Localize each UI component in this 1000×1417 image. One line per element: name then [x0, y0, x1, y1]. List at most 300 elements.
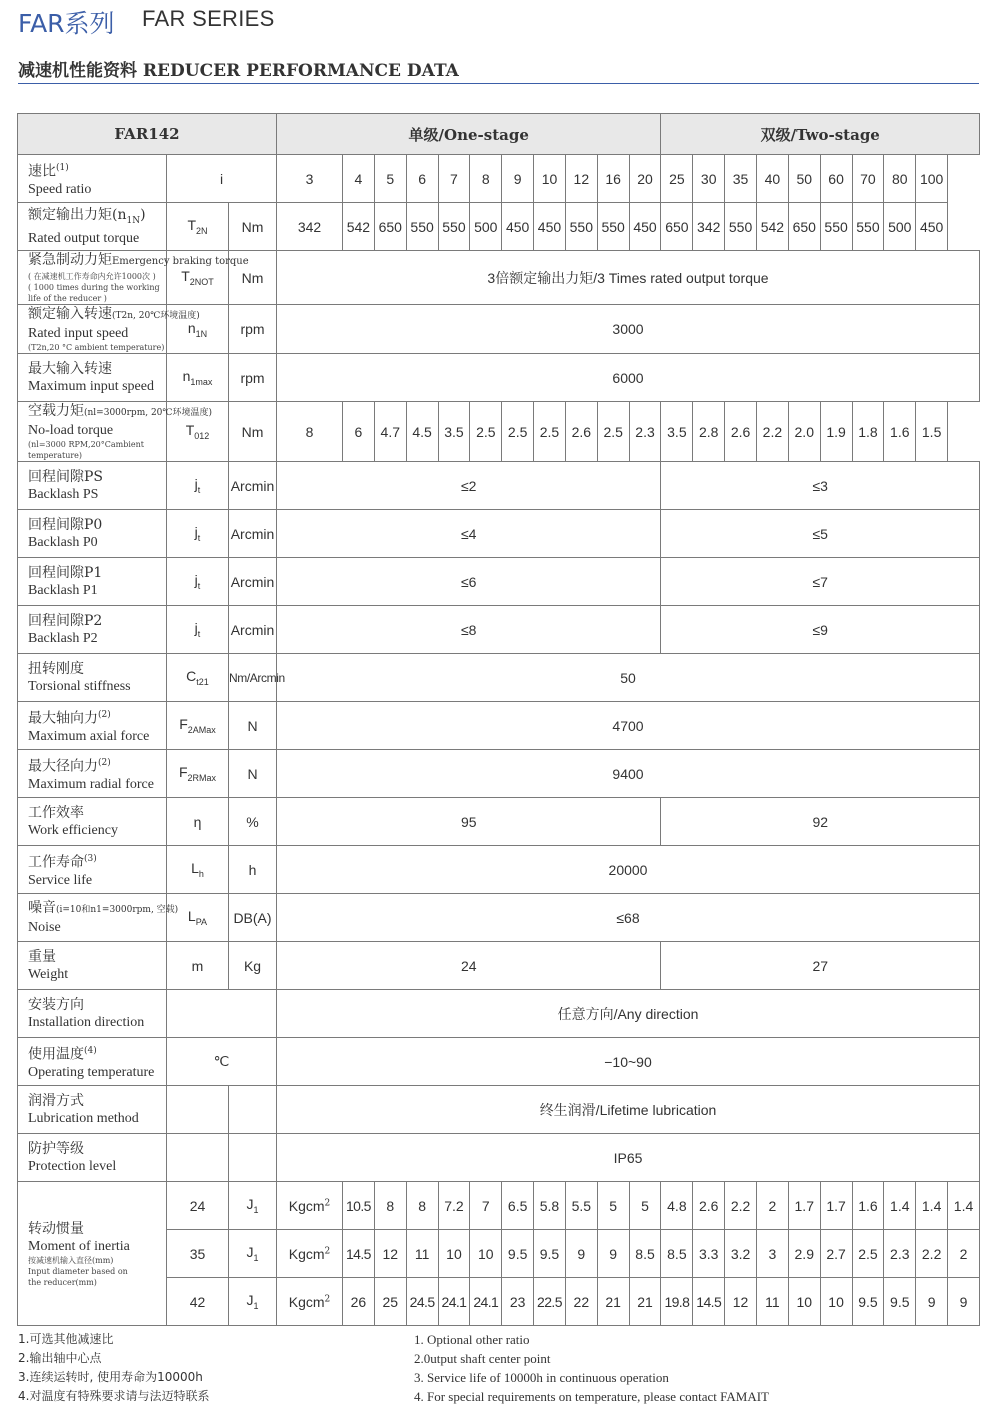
value-cell: 1.6 — [884, 402, 916, 462]
value-cell: 550 — [597, 203, 629, 251]
value-cell: 2.9 — [788, 1230, 820, 1278]
param-label — [18, 354, 167, 402]
param-name-cn: 重量 — [28, 949, 56, 965]
param-note: the reducer(mm) — [28, 1277, 97, 1287]
value-cell: 25 — [374, 1278, 406, 1326]
empty-cell — [229, 1134, 277, 1182]
value-cell: 8 — [470, 155, 502, 203]
value-cell: 550 — [406, 203, 438, 251]
value-cell: 450 — [502, 203, 534, 251]
performance-table — [17, 113, 980, 1326]
value-cell: 12 — [725, 1278, 757, 1326]
header-divider — [18, 83, 979, 84]
footnote: 1.可选其他减速比 — [18, 1332, 114, 1346]
param-name-cn: 额定输出力矩$(n_{1N})$ — [28, 207, 146, 226]
param-name-en: Torsional stiffness — [28, 679, 131, 694]
value-cell: 3.2 — [725, 1230, 757, 1278]
symbol: i — [167, 155, 277, 203]
table-row — [18, 750, 980, 798]
value-cell: 4700 — [277, 702, 980, 750]
value-cell: 550 — [820, 203, 852, 251]
param-label — [18, 1086, 167, 1134]
param-name-cn: 转动惯量 — [28, 1220, 84, 1237]
value-cell: 20000 — [277, 846, 980, 894]
value-cell: 22.5 — [534, 1278, 566, 1326]
param-label — [18, 894, 179, 942]
value-cell: 4.8 — [661, 1182, 693, 1230]
input-diameter: 24 — [167, 1182, 229, 1230]
value-cell: 7 — [438, 155, 470, 203]
param-name-cn: 安装方向 — [28, 997, 84, 1013]
unit: DB(A) — [229, 894, 277, 942]
value-cell: 8.5 — [661, 1230, 693, 1278]
value-cell: 1.6 — [852, 1182, 884, 1230]
unit: ℃ — [167, 1038, 277, 1086]
value-cell: 2 — [756, 1182, 788, 1230]
param-label — [18, 798, 167, 846]
value-cell: ≤2 — [277, 462, 661, 510]
param-name-cn: 工作效率 — [28, 805, 84, 821]
param-name-cn: 噪音(i=10和n1=3000rpm, 空载) — [28, 900, 179, 916]
value-cell: 2.0 — [788, 402, 820, 462]
param-label — [18, 990, 167, 1038]
value-cell: ≤5 — [661, 510, 980, 558]
value-cell: 1.8 — [852, 402, 884, 462]
param-note: 按减速机输入直径(mm) — [28, 1255, 114, 1265]
value-cell: 26 — [343, 1278, 375, 1326]
value-cell: 450 — [916, 203, 948, 251]
model-name: FAR142 — [18, 114, 277, 155]
value-cell: 5 — [374, 155, 406, 203]
value-cell: 500 — [884, 203, 916, 251]
param-name-cn: 回程间隙PS — [28, 469, 104, 485]
param-label — [18, 203, 167, 251]
table-row — [18, 798, 980, 846]
unit: Kgcm$^2$ — [277, 1182, 343, 1230]
value-cell: 1.4 — [916, 1182, 948, 1230]
param-name-en: Rated output torque — [28, 230, 140, 246]
param-name-en: Lubrication method — [28, 1111, 139, 1126]
symbol: $j_t$ — [167, 510, 229, 558]
table-row — [18, 155, 980, 203]
symbol: $J_1$ — [229, 1230, 277, 1278]
value-cell: 21 — [629, 1278, 661, 1326]
param-name-en: Maximum radial force — [28, 776, 154, 792]
value-cell: ≤4 — [277, 510, 661, 558]
value-cell: 24 — [277, 942, 661, 990]
value-cell: 3000 — [277, 305, 980, 354]
param-label — [18, 1134, 167, 1182]
unit: rpm — [229, 305, 277, 354]
param-name-cn: 回程间隙P0 — [28, 517, 103, 533]
value-cell: 3 — [756, 1230, 788, 1278]
symbol: $L_h$ — [167, 846, 229, 894]
unit: Nm — [229, 402, 277, 462]
value-cell: ≤68 — [277, 894, 980, 942]
param-name-en: Work efficiency — [28, 823, 118, 838]
value-cell: 9.5 — [534, 1230, 566, 1278]
value-cell: 4.7 — [374, 402, 406, 462]
param-name-cn: 工作寿命$^{(3)}$ — [28, 854, 97, 871]
value-cell: ≤9 — [661, 606, 980, 654]
stage-one-header: 单级/One-stage — [277, 114, 661, 155]
footnote: 2.输出轴中心点 — [18, 1351, 102, 1365]
value-cell: 2.5 — [597, 402, 629, 462]
value-cell: 2.7 — [820, 1230, 852, 1278]
unit: Kgcm$^2$ — [277, 1230, 343, 1278]
value-cell: 10 — [788, 1278, 820, 1326]
param-name-en: Protection level — [28, 1159, 117, 1174]
input-diameter: 35 — [167, 1230, 229, 1278]
table-row — [18, 251, 980, 305]
value-cell: 19.8 — [661, 1278, 693, 1326]
value-cell: 2.6 — [725, 402, 757, 462]
value-cell: 6000 — [277, 354, 980, 402]
param-label — [18, 942, 167, 990]
value-cell: 3.5 — [661, 402, 693, 462]
table-row — [18, 606, 980, 654]
value-cell: 2.3 — [629, 402, 661, 462]
value-cell: 450 — [534, 203, 566, 251]
value-cell: 10 — [470, 1230, 502, 1278]
value-cell: IP65 — [277, 1134, 980, 1182]
value-cell: 2 — [948, 1230, 980, 1278]
symbol: $j_t$ — [167, 558, 229, 606]
footnote: 3. Service life of 10000h in continuous operation — [414, 1370, 669, 1385]
param-name-cn: 紧急制动力矩Emergency braking torque — [28, 252, 249, 268]
value-cell: 542 — [343, 203, 375, 251]
value-cell: 14.5 — [343, 1230, 375, 1278]
symbol: $J_1$ — [229, 1182, 277, 1230]
param-name-cn: 回程间隙P1 — [28, 565, 103, 581]
footnote: 4.对温度有特殊要求请与法迈特联系 — [18, 1389, 210, 1403]
value-cell: 2.5 — [534, 402, 566, 462]
footnote: 4. For special requirements on temperature, please contact FAMAIT — [414, 1389, 769, 1404]
unit: Nm/Arcmin — [229, 654, 277, 702]
empty-cell — [167, 1086, 229, 1134]
param-name-en: Backlash PS — [28, 487, 99, 502]
value-cell: 5 — [597, 1182, 629, 1230]
value-cell: 2.6 — [693, 1182, 725, 1230]
value-cell: 10 — [820, 1278, 852, 1326]
param-label — [18, 702, 167, 750]
param-label — [18, 1182, 167, 1326]
unit: Kgcm$^2$ — [277, 1278, 343, 1326]
value-cell: 2.2 — [725, 1182, 757, 1230]
table-row — [18, 1086, 980, 1134]
value-cell: 50 — [277, 654, 980, 702]
value-cell: 16 — [597, 155, 629, 203]
unit: Arcmin — [229, 558, 277, 606]
param-label — [18, 1038, 167, 1086]
unit: Nm — [229, 203, 277, 251]
empty-cell — [167, 1134, 229, 1182]
value-cell: 1.9 — [820, 402, 852, 462]
value-cell: 7.2 — [438, 1182, 470, 1230]
value-cell: 650 — [788, 203, 820, 251]
value-cell: 11 — [406, 1230, 438, 1278]
footnote: 3.连续运转时, 使用寿命为10000h — [18, 1370, 203, 1384]
value-cell: 2.2 — [756, 402, 788, 462]
value-cell: 550 — [565, 203, 597, 251]
value-cell: 2.2 — [916, 1230, 948, 1278]
symbol: $J_1$ — [229, 1278, 277, 1326]
param-name-en: Service life — [28, 872, 93, 888]
value-cell: 60 — [820, 155, 852, 203]
param-note: ( 1000 times during the working life of the reducer ) — [28, 283, 160, 303]
table-row — [18, 894, 980, 942]
value-cell: 14.5 — [693, 1278, 725, 1326]
value-cell: 650 — [374, 203, 406, 251]
table-row — [18, 1182, 980, 1230]
value-cell: ≤8 — [277, 606, 661, 654]
value-cell: 11 — [756, 1278, 788, 1326]
param-name-en: Installation direction — [28, 1015, 145, 1030]
value-cell: 550 — [438, 203, 470, 251]
value-cell: 25 — [661, 155, 693, 203]
symbol: $F_{2RMax}$ — [167, 750, 229, 798]
symbol: $F_{2AMax}$ — [167, 702, 229, 750]
value-cell: 35 — [725, 155, 757, 203]
value-cell: 80 — [884, 155, 916, 203]
table-row — [18, 654, 980, 702]
table-row — [18, 942, 980, 990]
value-cell: 542 — [756, 203, 788, 251]
table-row — [18, 990, 980, 1038]
table-row — [18, 354, 980, 402]
param-name-cn: 空载力矩(nl=3000rpm, 20℃环境温度) — [28, 403, 212, 419]
value-cell: 342 — [693, 203, 725, 251]
symbol: $T_{012}$ — [167, 402, 229, 462]
param-name-en: Backlash P0 — [28, 535, 98, 550]
value-cell: 550 — [725, 203, 757, 251]
value-cell: 8 — [374, 1182, 406, 1230]
value-cell: 8 — [277, 402, 343, 462]
value-cell: 7 — [470, 1182, 502, 1230]
param-name-en: Moment of inertia — [28, 1238, 130, 1254]
value-cell: 8.5 — [629, 1230, 661, 1278]
param-name-en: No-load torque — [28, 423, 114, 438]
param-name-cn: 回程间隙P2 — [28, 613, 103, 629]
table-row — [18, 462, 980, 510]
value-cell: 30 — [693, 155, 725, 203]
value-cell: 9 — [565, 1230, 597, 1278]
value-cell: 9 — [597, 1230, 629, 1278]
symbol: $n_{1N}$ — [167, 305, 229, 354]
value-cell: 6 — [406, 155, 438, 203]
unit: Nm — [229, 251, 277, 305]
value-cell: 650 — [661, 203, 693, 251]
symbol: $L_{PA}$ — [167, 894, 229, 942]
param-name-en: Maximum input speed — [28, 379, 154, 394]
value-cell: 9400 — [277, 750, 980, 798]
param-name-cn: 速比$^{(1)}$ — [28, 163, 69, 180]
footnotes-en — [414, 1330, 769, 1406]
value-cell: 3 — [277, 155, 343, 203]
symbol: $C_{t21}$ — [167, 654, 229, 702]
param-label — [18, 846, 167, 894]
table-row — [18, 1134, 980, 1182]
value-cell: 终生润滑/Lifetime lubrication — [277, 1086, 980, 1134]
param-label — [18, 750, 167, 798]
table-row — [18, 846, 980, 894]
param-name-en: Weight — [28, 967, 69, 982]
value-cell: 1.7 — [820, 1182, 852, 1230]
value-cell: 6.5 — [502, 1182, 534, 1230]
param-name-cn: 扭转刚度 — [28, 661, 84, 677]
value-cell: 9 — [502, 155, 534, 203]
value-cell: 5.8 — [534, 1182, 566, 1230]
series-title-cn: FAR系列 — [18, 9, 115, 38]
value-cell: 100 — [916, 155, 948, 203]
value-cell: 10 — [438, 1230, 470, 1278]
param-name-en: Backlash P2 — [28, 631, 98, 646]
unit: N — [229, 750, 277, 798]
symbol: $j_t$ — [167, 462, 229, 510]
footnote: 2.0utput shaft center point — [414, 1351, 551, 1366]
unit: h — [229, 846, 277, 894]
value-cell: 9.5 — [852, 1278, 884, 1326]
value-cell: 27 — [661, 942, 980, 990]
param-name-cn: 最大输入转速 — [28, 361, 112, 377]
param-name-en: Backlash P1 — [28, 583, 98, 598]
value-cell: 3.5 — [438, 402, 470, 462]
value-cell: 1.7 — [788, 1182, 820, 1230]
value-cell: 2.3 — [884, 1230, 916, 1278]
value-cell: 550 — [852, 203, 884, 251]
value-cell: 500 — [470, 203, 502, 251]
unit: Kg — [229, 942, 277, 990]
table-row — [18, 702, 980, 750]
value-cell: 1.4 — [884, 1182, 916, 1230]
symbol: $j_t$ — [167, 606, 229, 654]
value-cell: ≤6 — [277, 558, 661, 606]
value-cell: 2.8 — [693, 402, 725, 462]
value-cell: 任意方向/Any direction — [277, 990, 980, 1038]
param-name-cn: 额定输入转速(T2n, 20℃环境温度) — [28, 306, 200, 322]
symbol: $T_{2N}$ — [167, 203, 229, 251]
table-row — [18, 1038, 980, 1086]
param-name-cn: 防护等级 — [28, 1141, 84, 1157]
unit: Arcmin — [229, 510, 277, 558]
value-cell: 22 — [565, 1278, 597, 1326]
table-row — [18, 203, 980, 251]
value-cell: 21 — [597, 1278, 629, 1326]
value-cell: 9.5 — [502, 1230, 534, 1278]
symbol: η — [167, 798, 229, 846]
value-cell: 3.3 — [693, 1230, 725, 1278]
value-cell: 24.1 — [470, 1278, 502, 1326]
empty-cell — [229, 1086, 277, 1134]
value-cell: 40 — [756, 155, 788, 203]
footnote: 1. Optional other ratio — [414, 1332, 530, 1347]
value-cell: 9.5 — [884, 1278, 916, 1326]
table-row — [18, 558, 980, 606]
footnotes-cn — [18, 1330, 209, 1406]
table-row — [18, 510, 980, 558]
param-label — [18, 462, 167, 510]
value-cell: 5.5 — [565, 1182, 597, 1230]
value-cell: 5 — [629, 1182, 661, 1230]
param-note: (T2n,20 °C ambient temperature) — [28, 343, 165, 352]
param-name-en: Noise — [28, 920, 61, 935]
param-name-cn: 使用温度$^{(4)}$ — [28, 1046, 97, 1063]
value-cell: 6 — [343, 402, 375, 462]
table-row — [18, 305, 980, 354]
param-note: (nl=3000 RPM,20°Cambient temperature) — [28, 440, 145, 460]
table-header-row — [18, 114, 980, 155]
value-cell: 342 — [277, 203, 343, 251]
value-cell: 70 — [852, 155, 884, 203]
series-title-en: FAR SERIES — [142, 6, 275, 31]
unit: Arcmin — [229, 462, 277, 510]
value-cell: 1.4 — [948, 1182, 980, 1230]
unit: rpm — [229, 354, 277, 402]
value-cell: 2.5 — [852, 1230, 884, 1278]
value-cell: 50 — [788, 155, 820, 203]
value-cell: 4 — [343, 155, 375, 203]
value-cell: 12 — [565, 155, 597, 203]
symbol: $n_{1max}$ — [167, 354, 229, 402]
value-cell: 24.5 — [406, 1278, 438, 1326]
table-row — [18, 402, 980, 462]
value-cell: 2.5 — [502, 402, 534, 462]
stage-two-header: 双级/Two-stage — [661, 114, 980, 155]
param-name-en: Operating temperature — [28, 1064, 155, 1080]
unit: % — [229, 798, 277, 846]
param-note: ( 在减速机工作寿命内允许1000次 ) — [28, 272, 156, 281]
value-cell: 2.6 — [565, 402, 597, 462]
param-label — [18, 654, 167, 702]
input-diameter: 42 — [167, 1278, 229, 1326]
empty-cell — [167, 990, 277, 1038]
value-cell: 9 — [948, 1278, 980, 1326]
value-cell: −10~90 — [277, 1038, 980, 1086]
param-name-en: Rated input speed — [28, 326, 129, 341]
value-cell: 20 — [629, 155, 661, 203]
value-cell: 9 — [916, 1278, 948, 1326]
value-cell: 1.5 — [916, 402, 948, 462]
param-note: Input diameter based on — [28, 1266, 128, 1276]
value-cell: 92 — [661, 798, 980, 846]
value-cell: 4.5 — [406, 402, 438, 462]
param-name-en: Maximum axial force — [28, 728, 150, 744]
value-cell: 23 — [502, 1278, 534, 1326]
unit: N — [229, 702, 277, 750]
value-cell: 95 — [277, 798, 661, 846]
param-label — [18, 558, 167, 606]
symbol: m — [167, 942, 229, 990]
param-label — [18, 155, 167, 203]
value-cell: 10.5 — [343, 1182, 375, 1230]
param-label — [18, 606, 167, 654]
param-name-cn: 润滑方式 — [28, 1093, 84, 1109]
param-name-cn: 最大轴向力$^{(2)}$ — [28, 710, 111, 727]
value-cell: ≤7 — [661, 558, 980, 606]
value-cell: 8 — [406, 1182, 438, 1230]
symbol: $T_{2NOT}$ — [167, 251, 229, 305]
value-cell: ≤3 — [661, 462, 980, 510]
value-cell: 2.5 — [470, 402, 502, 462]
page-subtitle: 减速机性能资料 REDUCER PERFORMANCE DATA — [18, 61, 459, 81]
param-name-cn: 最大径向力$^{(2)}$ — [28, 758, 111, 775]
value-cell: 3倍额定输出力矩/3 Times rated output torque — [277, 251, 980, 305]
value-cell: 10 — [534, 155, 566, 203]
param-name-en: Speed ratio — [28, 181, 92, 197]
value-cell: 24.1 — [438, 1278, 470, 1326]
unit: Arcmin — [229, 606, 277, 654]
param-label — [18, 510, 167, 558]
